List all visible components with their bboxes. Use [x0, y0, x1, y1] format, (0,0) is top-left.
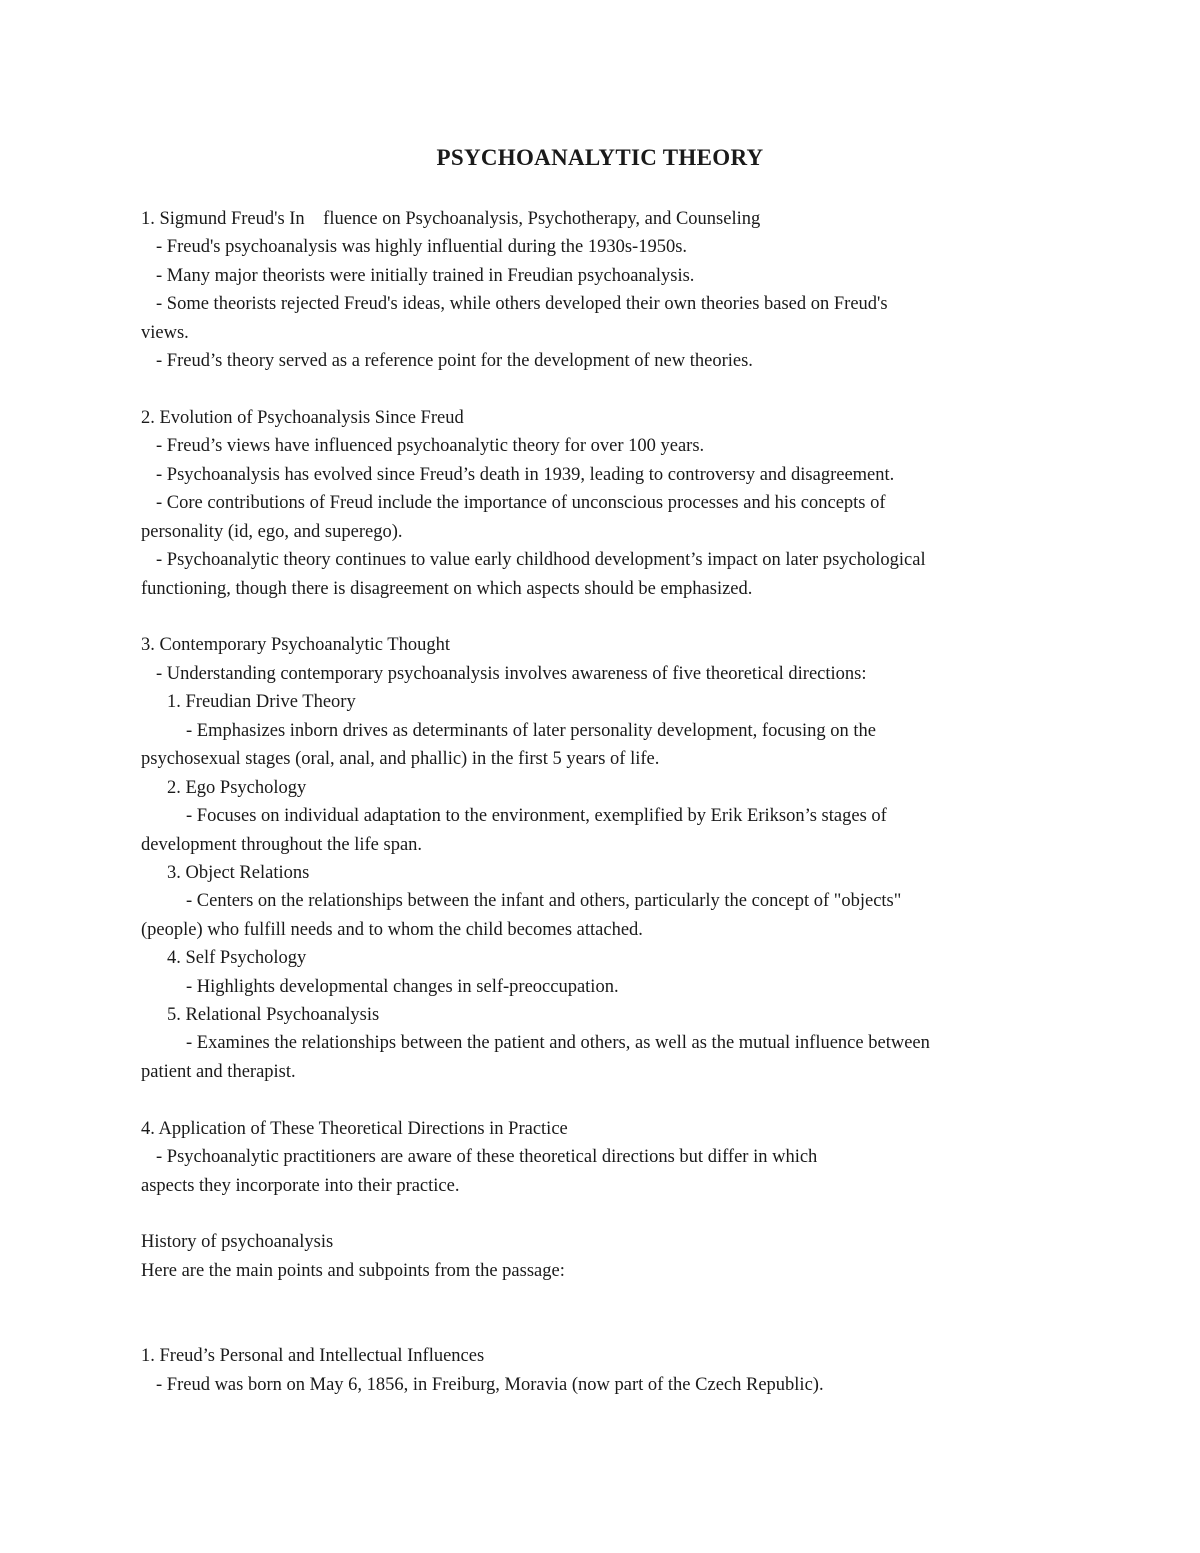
bullet-text: - Freud’s views have influenced psychoanalytic theory for over 100 years. [156, 436, 705, 456]
bullet-text: - Many major theorists were initially trained in Freudian psychoanalysis. [156, 266, 695, 286]
bullet-text-continuation: personality (id, ego, and superego). [141, 522, 403, 542]
direction-name: 3. Object Relations [167, 863, 310, 883]
bullet-text: - Understanding contemporary psychoanalysis involves awareness of five theoretical directions: [156, 664, 867, 684]
document-title: PSYCHOANALYTIC THEORY [436, 145, 764, 170]
section-3-heading: 3. Contemporary Psychoanalytic Thought [141, 635, 450, 655]
bullet-text: - Psychoanalysis has evolved since Freud’s death in 1939, leading to controversy and disagreement. [156, 465, 895, 485]
direction-description: - Emphasizes inborn drives as determinants of later personality development, focusing on the [186, 721, 876, 741]
bullet-text-continuation: views. [141, 323, 189, 343]
bullet-text: - Freud was born on May 6, 1856, in Freiburg, Moravia (now part of the Czech Republic). [156, 1375, 824, 1395]
section-2-heading: 2. Evolution of Psychoanalysis Since Freud [141, 408, 464, 428]
direction-description-continuation: psychosexual stages (oral, anal, and phallic) in the first 5 years of life. [141, 749, 660, 769]
direction-name: 4. Self Psychology [167, 948, 307, 968]
direction-description-continuation: (people) who fulfill needs and to whom the child becomes attached. [141, 920, 643, 940]
history-section-1-heading: 1. Freud’s Personal and Intellectual Influences [141, 1346, 485, 1366]
section-1-heading: 1. Sigmund Freud's In fluence on Psychoanalysis, Psychotherapy, and Counseling [141, 209, 761, 229]
section-4-heading: 4. Application of These Theoretical Directions in Practice [141, 1119, 568, 1139]
bullet-text-continuation: aspects they incorporate into their practice. [141, 1176, 460, 1196]
direction-description-continuation: patient and therapist. [141, 1062, 296, 1082]
bullet-text: - Freud's psychoanalysis was highly influential during the 1930s-1950s. [156, 237, 688, 257]
direction-description-continuation: development throughout the life span. [141, 835, 423, 855]
bullet-text: - Core contributions of Freud include the importance of unconscious processes and his concepts of [156, 493, 886, 513]
direction-description: - Centers on the relationships between the infant and others, particularly the concept of "objects" [186, 891, 902, 911]
direction-name: 1. Freudian Drive Theory [167, 692, 356, 712]
direction-description: - Highlights developmental changes in self-preoccupation. [186, 977, 619, 997]
direction-description: - Focuses on individual adaptation to the environment, exemplified by Erik Erikson’s stages of [186, 806, 887, 826]
bullet-text: - Psychoanalytic practitioners are aware of these theoretical directions but differ in which [156, 1147, 818, 1167]
direction-name: 2. Ego Psychology [167, 778, 307, 798]
bullet-text: - Psychoanalytic theory continues to value early childhood development’s impact on later psychological [156, 550, 926, 570]
bullet-text: - Some theorists rejected Freud's ideas, while others developed their own theories based on Freud's [156, 294, 888, 314]
direction-name: 5. Relational Psychoanalysis [167, 1005, 380, 1025]
direction-description: - Examines the relationships between the patient and others, as well as the mutual influence between [186, 1033, 930, 1053]
bullet-text: - Freud’s theory served as a reference point for the development of new theories. [156, 351, 753, 371]
bullet-text-continuation: functioning, though there is disagreement on which aspects should be emphasized. [141, 579, 753, 599]
history-intro: Here are the main points and subpoints from the passage: [141, 1261, 565, 1281]
history-heading: History of psychoanalysis [141, 1232, 334, 1252]
